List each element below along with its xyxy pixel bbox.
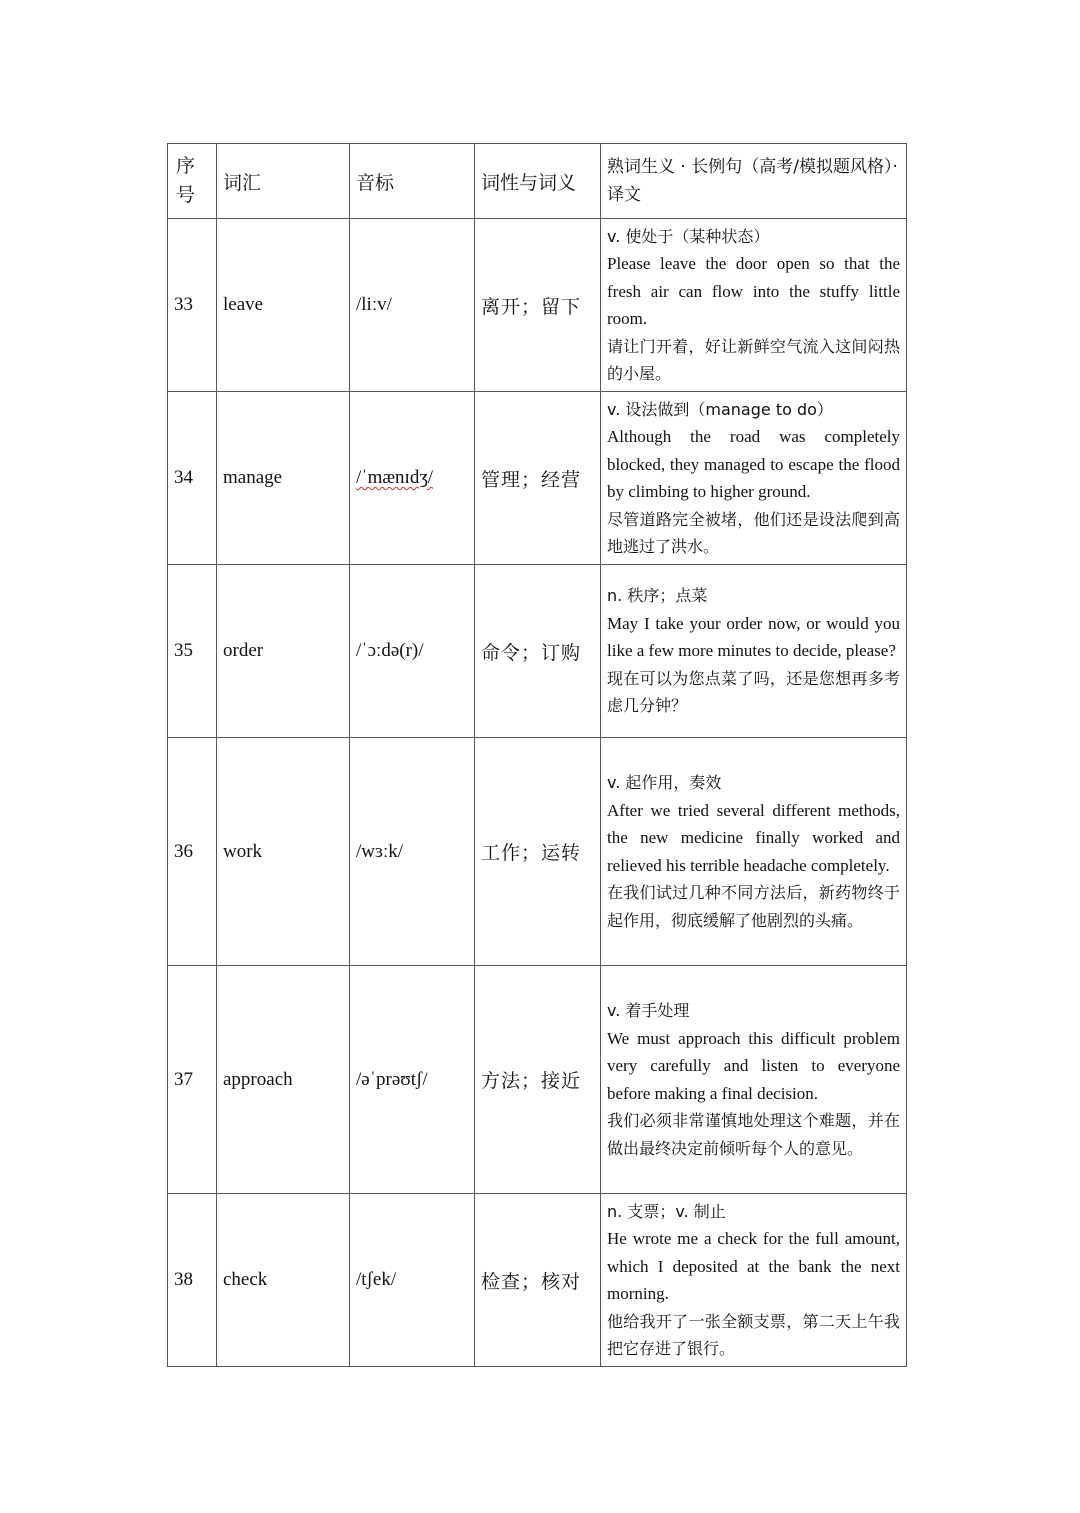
row-phonetic: /ˈmænɪdʒ/ [356, 467, 434, 488]
table-row [168, 1194, 907, 1367]
row-number: 36 [168, 738, 217, 966]
row-sense: v. 起作用，奏效 [607, 773, 722, 792]
header-example: 熟词生义 · 长例句（高考/模拟题风格）· 译文 [601, 144, 907, 219]
row-translation: 我们必须非常谨慎地处理这个难题，并在做出最终决定前倾听每个人的意见。 [607, 1111, 900, 1158]
table-body [168, 219, 907, 1367]
row-word: order [217, 565, 350, 738]
row-sentence: Although the road was completely blocked, they managed to escape the flood by climbing to higher ground. [607, 427, 900, 501]
row-sense: v. 使处于（某种状态） [607, 226, 770, 246]
row-sense: n. 秩序；点菜 [607, 586, 708, 606]
row-phonetic: /wɜːk/ [350, 738, 475, 966]
row-phonetic: /liːv/ [350, 219, 475, 392]
row-number: 38 [168, 1194, 217, 1367]
row-sentence: Please leave the door open so that the fresh air can flow into the stuffy little room. [607, 254, 900, 328]
row-translation: 尽管道路完全被堵，他们还是设法爬到高地逃过了洪水。 [607, 509, 900, 556]
row-example-cell [601, 966, 907, 1194]
row-sense: n. 支票；v. 制止 [607, 1201, 726, 1221]
row-meaning: 方法；接近 [475, 966, 601, 1194]
row-meaning: 管理；经营 [475, 392, 601, 565]
row-meaning: 工作；运转 [475, 738, 601, 966]
row-phonetic: /əˈprəʊtʃ/ [350, 966, 475, 1194]
row-meaning: 离开；留下 [475, 219, 601, 392]
table-row [168, 738, 907, 966]
row-phonetic: /ˈɔːdə(r)/ [350, 565, 475, 738]
row-translation: 他给我开了一张全额支票，第二天上午我把它存进了银行。 [607, 1311, 900, 1358]
row-translation: 现在可以为您点菜了吗，还是您想再多考虑几分钟？ [607, 668, 900, 716]
row-sentence: May I take your order now, or would you like a few more minutes to decide, please? [607, 613, 900, 661]
table-row [168, 966, 907, 1194]
row-sense: v. 设法做到（manage to do） [607, 399, 833, 419]
row-translation: 请让门开着，好让新鲜空气流入这间闷热的小屋。 [607, 336, 900, 383]
row-example-cell [601, 219, 907, 392]
table-row [168, 565, 907, 738]
vocabulary-table [167, 143, 907, 1367]
row-word: approach [217, 966, 350, 1194]
row-sentence: We must approach this difficult problem very carefully and listen to everyone before making a final decision. [607, 1028, 900, 1103]
row-example-cell [601, 738, 907, 966]
row-example-cell [601, 1194, 907, 1367]
row-word: leave [217, 219, 350, 392]
row-number: 33 [168, 219, 217, 392]
header-meaning: 词性与词义 [475, 144, 601, 219]
header-word: 词汇 [217, 144, 350, 219]
row-example-cell [601, 392, 907, 565]
row-phonetic: /tʃek/ [350, 1194, 475, 1367]
row-translation: 在我们试过几种不同方法后，新药物终于起作用，彻底缓解了他剧烈的头痛。 [607, 883, 900, 930]
row-sentence: After we tried several different methods, the new medicine finally worked and relieved his terrible headache completely. [607, 800, 900, 875]
row-example-cell [601, 565, 907, 738]
row-sentence: He wrote me a check for the full amount, which I deposited at the bank the next morning. [607, 1229, 900, 1303]
row-word: work [217, 738, 350, 966]
row-word: manage [217, 392, 350, 565]
row-phonetic-cell [350, 392, 475, 565]
row-number: 37 [168, 966, 217, 1194]
row-number: 35 [168, 565, 217, 738]
row-meaning: 命令；订购 [475, 565, 601, 738]
header-number: 序号 [168, 144, 217, 219]
row-meaning: 检查；核对 [475, 1194, 601, 1367]
table-header [168, 144, 907, 219]
table-row [168, 219, 907, 392]
row-number: 34 [168, 392, 217, 565]
table-row [168, 392, 907, 565]
row-sense: v. 着手处理 [607, 1001, 690, 1020]
row-word: check [217, 1194, 350, 1367]
header-phonetic: 音标 [350, 144, 475, 219]
header-row [168, 144, 907, 219]
